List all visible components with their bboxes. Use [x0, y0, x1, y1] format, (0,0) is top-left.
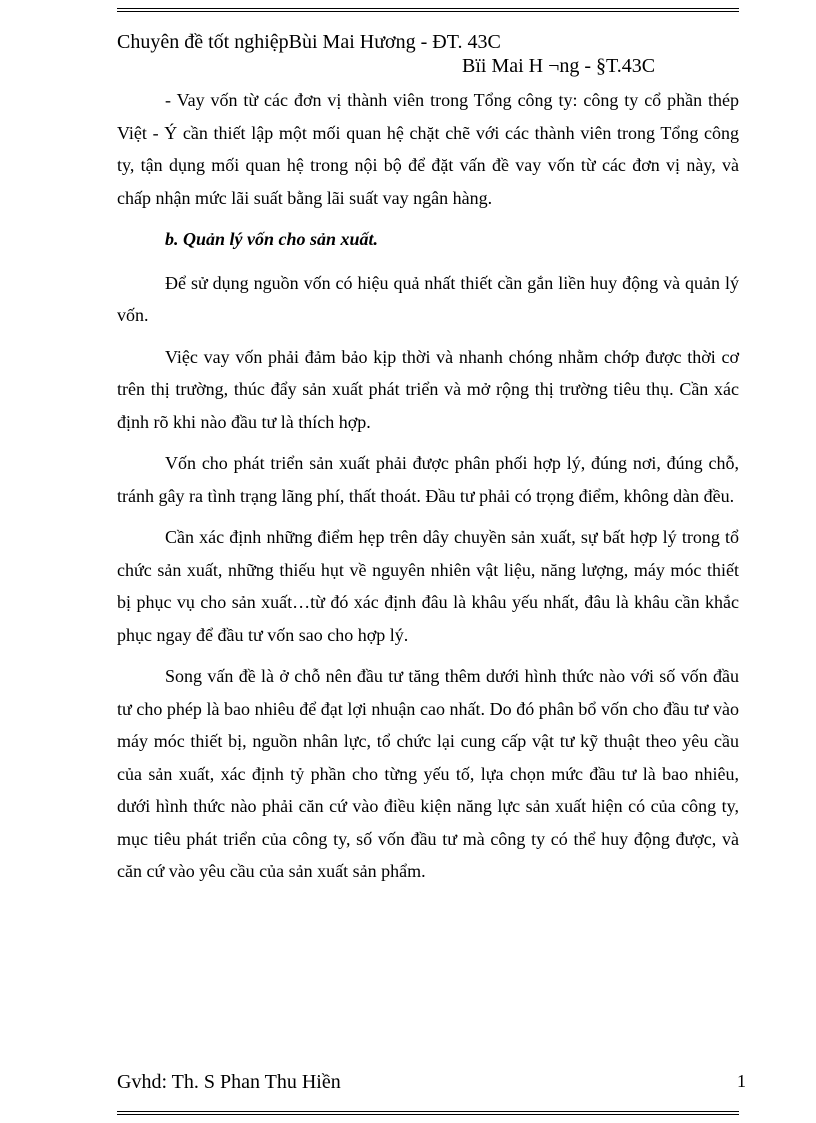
footer-rule-bottom	[117, 1114, 739, 1115]
paragraph: Cần xác định những điểm hẹp trên dây chuyền sản xuất, sự bất hợp lý trong tổ chức sản xuất, những thiếu hụt về nguyên nhiên vật liệu, năng lượng, máy móc thiết bị phục vụ cho sản xuất…từ đó xác định đâu là khâu yếu nhất, đâu là khâu cần khắc phục ngay để đầu tư vốn sao cho hợp lý.	[117, 527, 739, 645]
footer-rule-top	[117, 1111, 739, 1112]
header-rule-bottom	[117, 11, 739, 12]
paragraph: Việc vay vốn phải đảm bảo kịp thời và nhanh chóng nhằm chớp được thời cơ trên thị trường, thúc đẩy sản xuất phát triển và mở rộng thị trường tiêu thụ. Cần xác định rõ khi nào đầu tư là thích hợp.	[117, 346, 739, 432]
paragraph: Để sử dụng nguồn vốn có hiệu quả nhất thiết cần gắn liền huy động và quản lý vốn.	[117, 272, 739, 325]
header-title: Chuyên đề tốt nghiệpBùi Mai Hương - ĐT. 43C	[117, 31, 501, 53]
section-heading: b. Quản lý vốn cho sản xuất.	[165, 229, 379, 249]
paragraph: Vốn cho phát triển sản xuất phải được phân phối hợp lý, đúng nơi, đúng chỗ, tránh gây ra tình trạng lãng phí, thất thoát. Đầu tư phải có trọng điểm, không dàn đều.	[117, 453, 739, 506]
header-garbled-title: Bïi Mai H ¬ng - §T.43C	[462, 55, 656, 77]
header-rule-top	[117, 8, 739, 9]
page-number: 1	[737, 1071, 746, 1091]
paragraph: - Vay vốn từ các đơn vị thành viên trong Tổng công ty: công ty cổ phần thép Việt - Ý cần thiết lập một mối quan hệ chặt chẽ với các thành viên trong Tổng công ty, tận dụng mối quan hệ trong nội bộ để đặt vấn đề vay vốn từ các đơn vị này, và chấp nhận mức lãi suất bằng lãi suất vay ngân hàng.	[117, 90, 739, 208]
document-body	[117, 84, 739, 897]
footer-advisor: Gvhd: Th. S Phan Thu Hiền	[117, 1071, 341, 1093]
paragraph: Song vấn đề là ở chỗ nên đầu tư tăng thêm dưới hình thức nào với số vốn đầu tư cho phép là bao nhiêu để đạt lợi nhuận cao nhất. Do đó phân bổ vốn cho đầu tư vào máy móc thiết bị, nguồn nhân lực, tổ chức lại cung cấp vật tư kỹ thuật theo yêu cầu của sản xuất, xác định tỷ phần cho từng yếu tố, lựa chọn mức đầu tư là bao nhiêu, dưới hình thức nào phải căn cứ vào điều kiện năng lực sản xuất hiện có của công ty, mục tiêu phát triển của công ty, số vốn đầu tư mà công ty có thể huy động được, và căn cứ vào yêu cầu của sản xuất sản phẩm.	[117, 666, 739, 881]
